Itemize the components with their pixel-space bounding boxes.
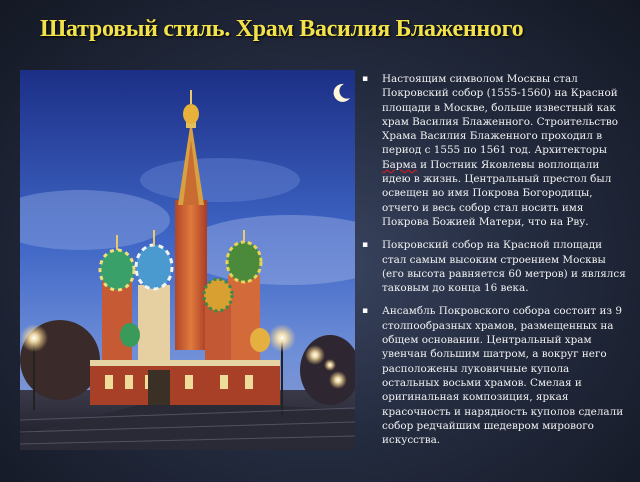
square-bullet-icon: ▪ xyxy=(362,240,369,251)
slide-title: Шатровый стиль. Храм Василия Блаженного xyxy=(40,16,524,42)
square-bullet-icon: ▪ xyxy=(362,306,369,317)
paragraph-1-part-1: Настоящим символом Москвы стал Покровский собор (1555-1560) на Красной площади в Москве, больше известный как храм Василия Блаженного. Строительство Храма Василия Блаженного проходил в период с 1555 по 1561 год. Архитекторы xyxy=(382,73,618,157)
bullet-item-1 xyxy=(362,72,628,229)
square-bullet-icon: ▪ xyxy=(362,74,369,84)
text-column xyxy=(362,72,628,456)
bullet-list xyxy=(362,72,628,447)
cathedral-photo xyxy=(20,70,355,450)
paragraph-2: Покровский собор на Красной площади стал самым высоким строением Москвы (его высота равняется 60 метров) и являлся таковым до конца 16 века. xyxy=(382,239,626,295)
paragraph-1-underlined-word: Барма xyxy=(382,158,417,171)
bullet-item-2 xyxy=(362,238,628,295)
bullet-item-3 xyxy=(362,304,628,447)
paragraph-3: Ансамбль Покровского собора состоит из 9 столпообразных храмов, размещенных на общем основании. Центральный храм увенчан большим шатром, а вокруг него расположены луковичные купола остальных восьми храмов. Смелая и оригинальная композиция, яркая красочность и нарядность куполов сделали собор редчайшим шедевром мирового искусства. xyxy=(382,305,624,447)
paragraph-1-part-2: и Постник Яковлевы воплощали идею в жизнь. Центральный престол был освещен во имя Покрова Богородицы, отчего и весь собор стал носить имя Покрова Божией Матери, что на Рву. xyxy=(382,158,612,228)
